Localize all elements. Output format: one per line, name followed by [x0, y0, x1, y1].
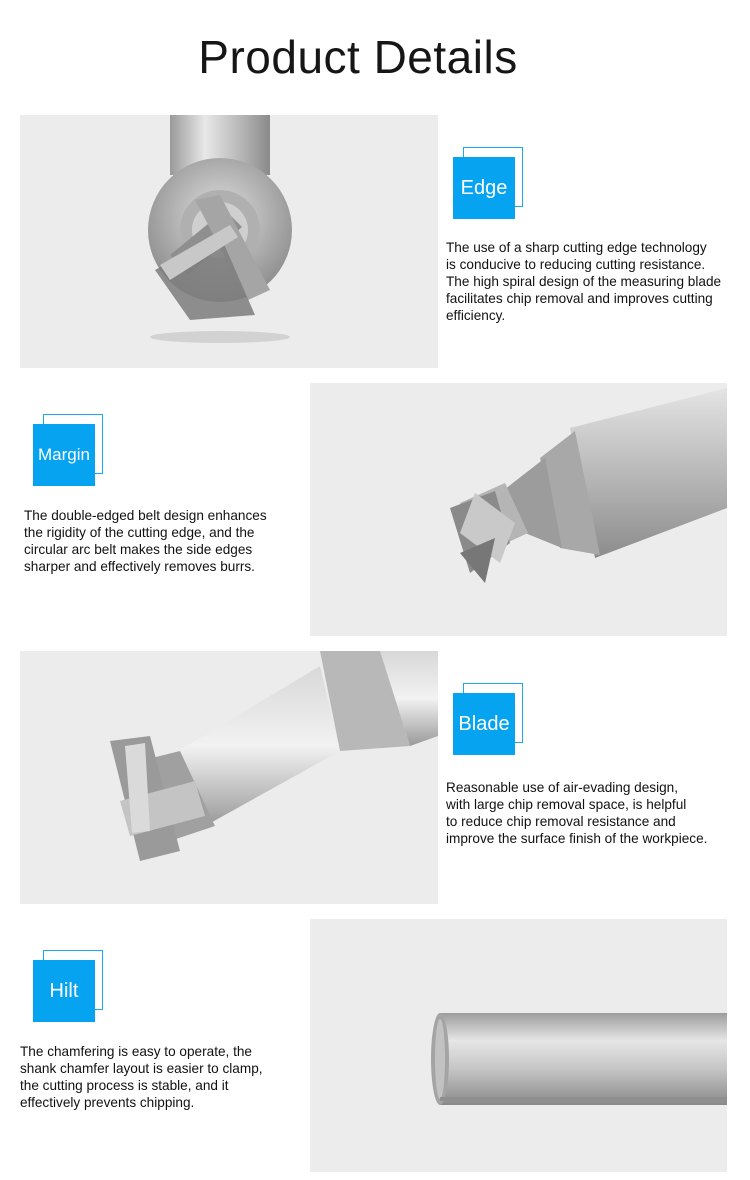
description-line: with large chip removal space, is helpful [446, 797, 687, 812]
description-line: effectively prevents chipping. [20, 1095, 195, 1110]
description-blade [446, 779, 707, 847]
product-photo-hilt [310, 919, 727, 1172]
cutter-side-view-illustration [20, 651, 438, 904]
tag-label: Blade [453, 693, 515, 755]
description-line: the cutting process is stable, and it [20, 1078, 229, 1093]
tag-label: Hilt [33, 960, 95, 1022]
description-line: to reduce chip removal resistance and [446, 814, 676, 829]
description-line: the rigidity of the cutting edge, and the [24, 525, 255, 540]
cutter-end-view-illustration [20, 115, 438, 368]
page-title: Product Details [198, 31, 518, 83]
description-line: sharper and effectively removes burrs. [24, 559, 255, 574]
product-photo-blade [20, 651, 438, 904]
description-line: facilitates chip removal and improves cutting [446, 291, 713, 306]
tag-blade [453, 691, 525, 763]
description-hilt [20, 1043, 263, 1111]
description-line: The chamfering is easy to operate, the [20, 1044, 252, 1059]
description-line: is conducive to reducing cutting resistance. [446, 257, 706, 272]
description-margin [24, 507, 267, 575]
description-line: shank chamfer layout is easier to clamp, [20, 1061, 263, 1076]
description-line: Reasonable use of air-evading design, [446, 780, 679, 795]
product-photo-edge [20, 115, 438, 368]
description-line: improve the surface finish of the workpiece. [446, 831, 708, 846]
description-line: The use of a sharp cutting edge technology [446, 240, 707, 255]
shank-view-illustration [310, 919, 727, 1172]
tag-margin [33, 422, 105, 494]
tag-hilt [33, 958, 105, 1030]
product-photo-margin [310, 383, 727, 636]
tag-edge [453, 155, 525, 227]
tag-label: Edge [453, 157, 515, 219]
description-line: circular arc belt makes the side edges [24, 542, 253, 557]
description-line: The high spiral design of the measuring blade [446, 274, 722, 289]
description-line: The double-edged belt design enhances [24, 508, 267, 523]
tag-label: Margin [33, 424, 95, 486]
cutter-angled-view-illustration [310, 383, 727, 636]
description-line: efficiency. [446, 308, 506, 323]
description-edge [446, 239, 721, 324]
